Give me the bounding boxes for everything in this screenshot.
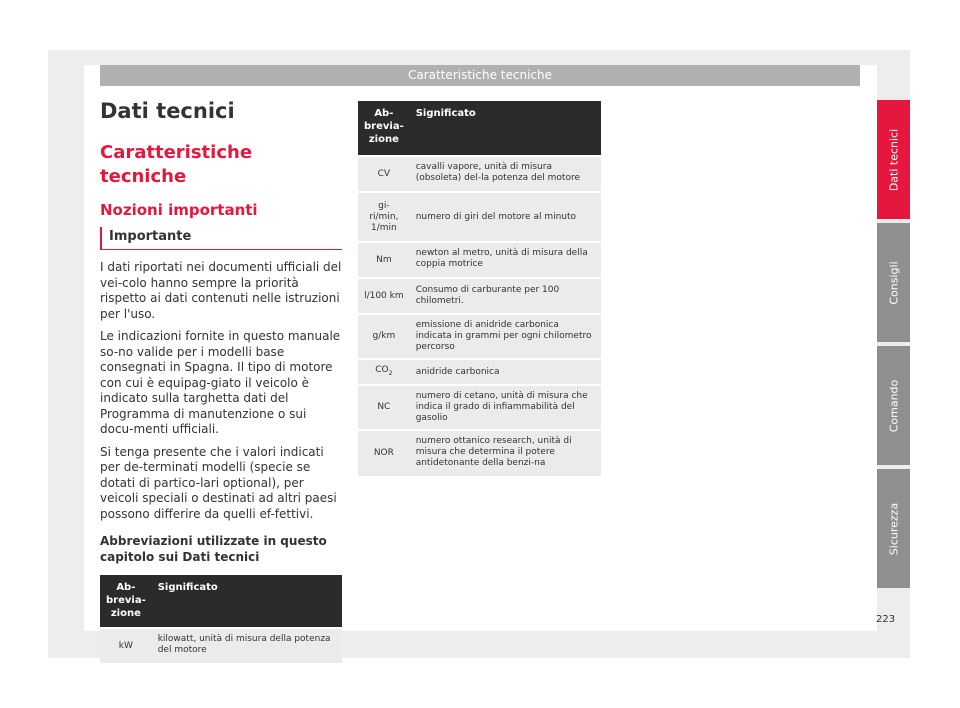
abbreviation-cell: Nm (358, 241, 410, 277)
paragraph: Le indicazioni fornite in questo manuale so-no valide per i modelli base consegnati in Spagna. Il tipo di motore con cui è equipag-giato il veicolo è indicato sulla targhetta dati del Programma di manutenzione o sui docu-menti ufficiali. (100, 329, 341, 436)
meaning-cell: numero di cetano, unità di misura che indica il grado di infiammabilità del gasolio (410, 384, 601, 429)
meaning-cell: numero ottanico research, unità di misura che determina il potere antidetonante della benzi-na (410, 429, 601, 476)
co2-subscript: 2 (388, 369, 393, 377)
left-column (100, 98, 342, 663)
middle-column (358, 101, 601, 476)
abbreviation-cell: NC (358, 384, 410, 429)
paragraph: I dati riportati nei documenti ufficiali del vei-colo hanno sempre la priorità rispetto ai dati contenuti nelle istruzioni per l'uso. (100, 260, 342, 321)
tab-label: Dati tecnici (887, 128, 900, 191)
abbreviation-cell: CV (358, 155, 410, 191)
table-row (358, 191, 601, 241)
table-row (358, 384, 601, 429)
table-row (358, 429, 601, 476)
meaning-cell: cavalli vapore, unità di misura (obsoleta) del-la potenza del motore (410, 155, 601, 191)
chapter-title: Dati tecnici (100, 99, 235, 123)
abbreviation-table-left (100, 575, 342, 663)
header-abbreviation: Ab-brevia-zione (358, 101, 410, 155)
tab-label: Consigli (887, 260, 900, 305)
table-row (358, 241, 601, 277)
header-meaning: Significato (152, 575, 342, 627)
header-abbreviation: Ab-brevia-zione (100, 575, 152, 627)
tab-consigli[interactable] (877, 223, 910, 342)
abbreviation-cell: NOR (358, 429, 410, 476)
table-row (358, 358, 601, 384)
tab-sicurezza[interactable] (877, 469, 910, 588)
tab-label: Sicurezza (887, 502, 900, 555)
paragraph: Si tenga presente che i valori indicati per de-terminati modelli (specie se dotati di partico-lari optional), per veicoli speciali o destinati ad altri paesi possono differire da quelli ef-fettivi. (100, 444, 337, 521)
table-row (358, 155, 601, 191)
tab-comando[interactable] (877, 346, 910, 465)
meaning-cell: Consumo di carburante per 100 chilometri. (410, 277, 601, 313)
table-row (358, 313, 601, 358)
meaning-cell: emissione di anidride carbonica indicata in grammi per ogni chilometro percorso (410, 313, 601, 358)
meaning-cell: kilowatt, unità di misura della potenza del motore (152, 627, 342, 663)
co2-text: CO (375, 365, 389, 376)
header-meaning: Significato (410, 101, 601, 155)
meaning-cell: numero di giri del motore al minuto (410, 191, 601, 241)
table-row (100, 627, 342, 663)
page-number: 223 (876, 614, 896, 625)
abbreviation-cell (358, 358, 410, 384)
table-row (358, 277, 601, 313)
abbreviation-cell: g/km (358, 313, 410, 358)
abbreviation-cell: kW (100, 627, 152, 663)
running-header: Caratteristiche tecniche (100, 65, 860, 86)
subsection-title: Nozioni importanti (100, 201, 258, 219)
abbreviation-cell: l/100 km (358, 277, 410, 313)
abbreviation-table-right (358, 101, 601, 476)
abbreviations-title: Abbreviazioni utilizzate in questo capitolo sui Dati tecnici (100, 534, 327, 564)
section-tabs (877, 100, 910, 592)
meaning-cell: anidride carbonica (410, 358, 601, 384)
meaning-cell: newton al metro, unità di misura della coppia motrice (410, 241, 601, 277)
abbreviation-cell: gi-ri/min, 1/min (358, 191, 410, 241)
section-title: Caratteristiche tecniche (100, 142, 253, 187)
important-heading: Importante (100, 227, 342, 250)
tab-label: Comando (887, 379, 900, 432)
tab-dati-tecnici[interactable] (877, 100, 910, 219)
